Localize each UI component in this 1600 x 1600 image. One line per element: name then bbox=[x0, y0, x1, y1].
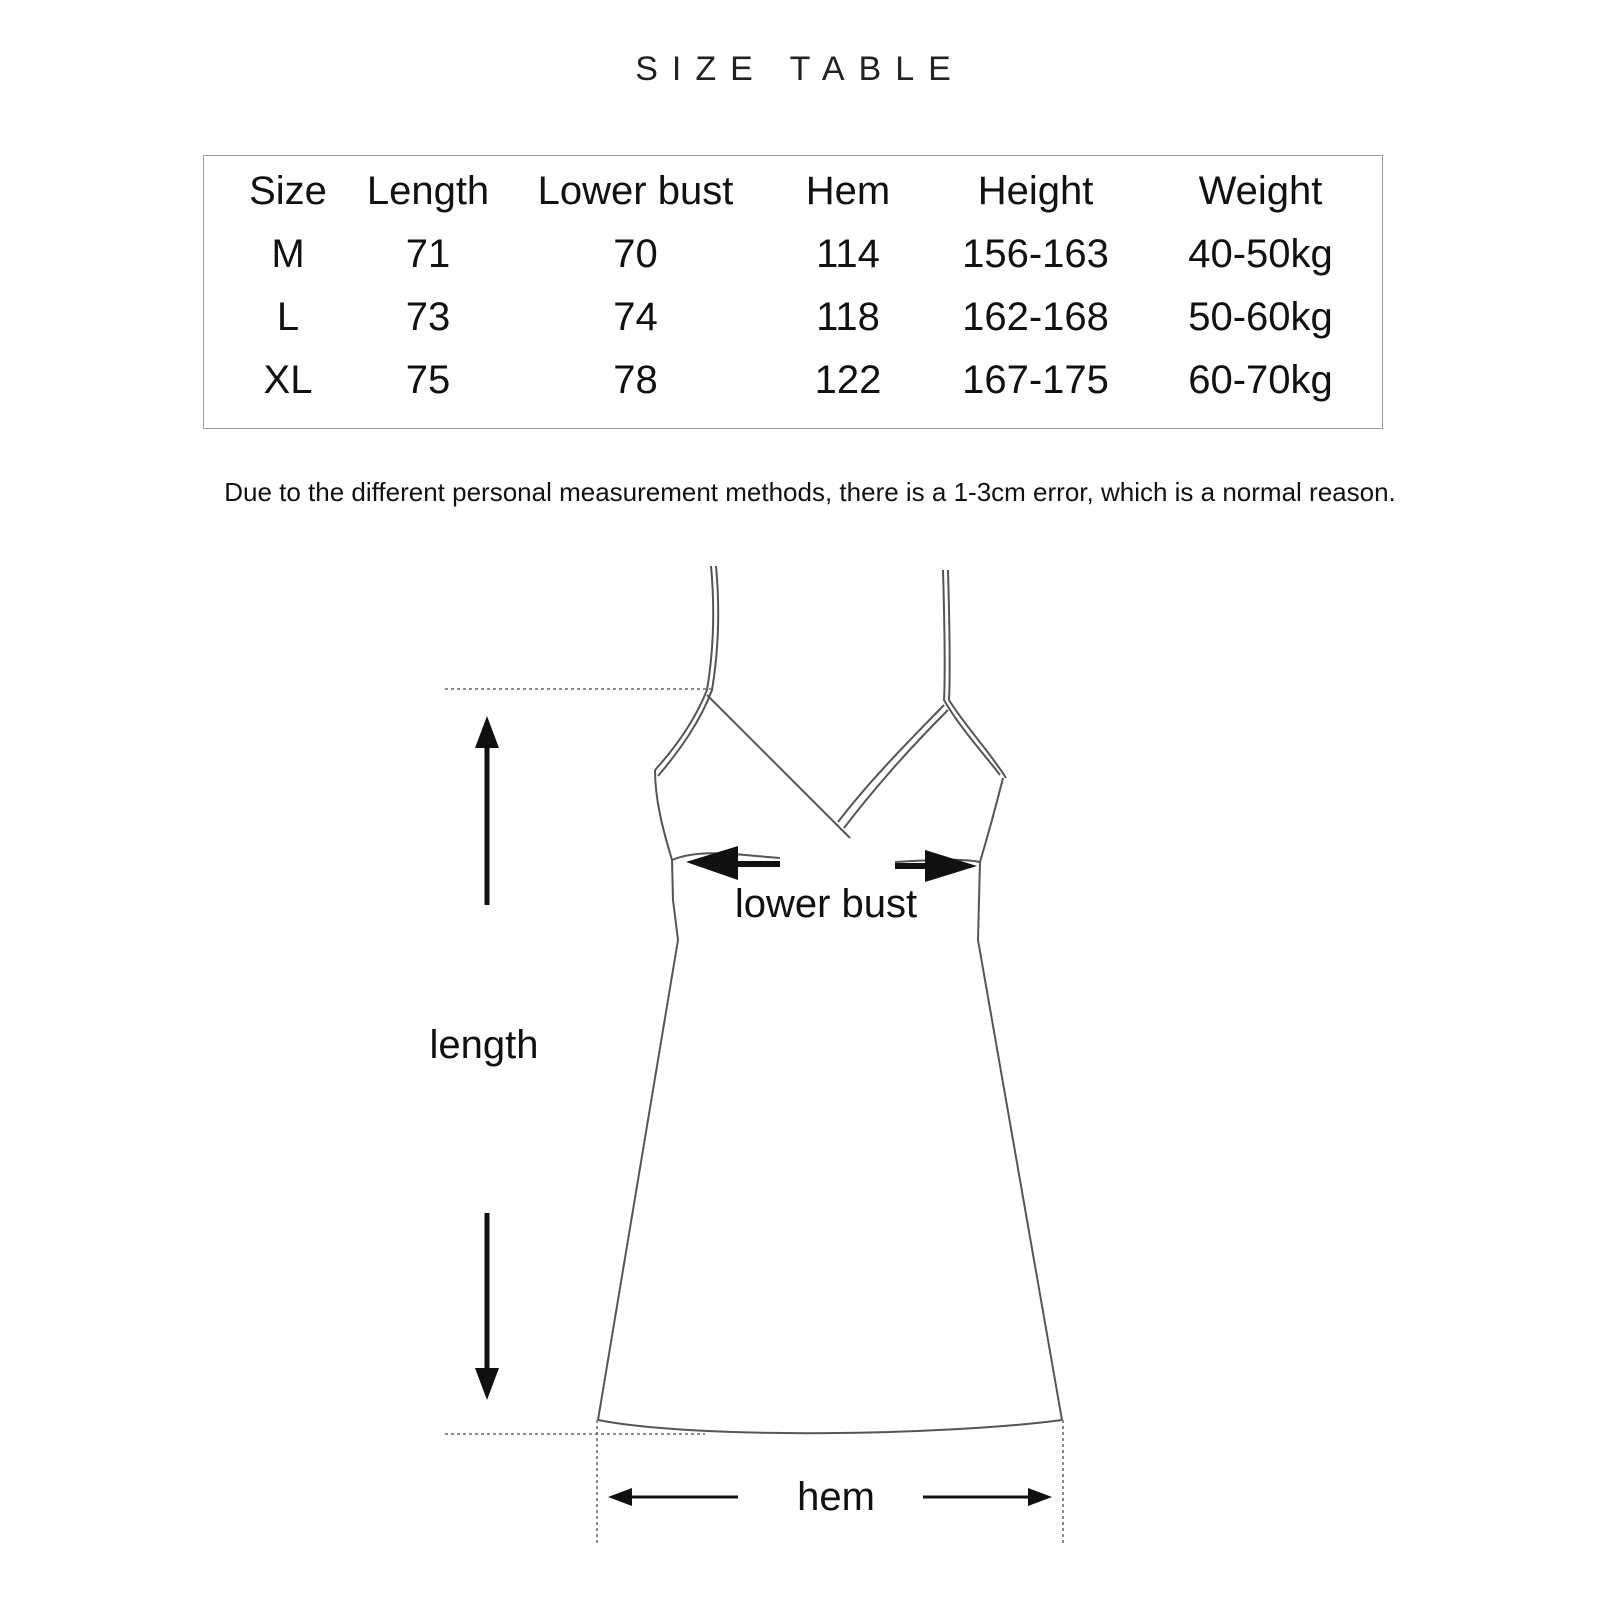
cell-weight: 50-60kg bbox=[1188, 295, 1333, 339]
cell-hem: 114 bbox=[816, 232, 880, 276]
length-label: length bbox=[429, 1023, 539, 1067]
cell-size: M bbox=[271, 232, 305, 276]
cell-length: 73 bbox=[405, 295, 451, 339]
cell-weight: 40-50kg bbox=[1188, 232, 1333, 276]
measurement-note: Due to the different personal measurement methods, there is a 1-3cm error, which is a normal reason. bbox=[224, 477, 1396, 507]
hem-arrow-right bbox=[923, 1488, 1052, 1506]
header-lower-bust: Lower bust bbox=[537, 169, 734, 213]
cell-weight: 60-70kg bbox=[1188, 358, 1333, 402]
cell-lower-bust: 70 bbox=[613, 232, 658, 276]
header-weight: Weight bbox=[1198, 169, 1323, 213]
cell-height: 162-168 bbox=[962, 295, 1109, 339]
cell-lower-bust: 74 bbox=[613, 295, 658, 339]
guide-lines bbox=[445, 689, 1063, 1545]
cell-lower-bust: 78 bbox=[613, 358, 658, 402]
cell-hem: 118 bbox=[816, 295, 880, 339]
cell-length: 71 bbox=[405, 232, 451, 276]
length-arrow-up bbox=[475, 716, 499, 905]
size-table-title: SIZE TABLE bbox=[635, 50, 965, 88]
header-height: Height bbox=[977, 169, 1094, 213]
hem-label: hem bbox=[797, 1475, 875, 1519]
cell-size: XL bbox=[263, 358, 313, 402]
cell-height: 156-163 bbox=[962, 232, 1109, 276]
cell-size: L bbox=[276, 295, 300, 339]
hem-arrow-left bbox=[608, 1488, 738, 1506]
cell-height: 167-175 bbox=[962, 358, 1109, 402]
lower-bust-arrow-right bbox=[895, 850, 977, 882]
lower-bust-arrow-left bbox=[686, 846, 780, 880]
header-hem: Hem bbox=[805, 169, 891, 213]
dress-outline bbox=[598, 566, 1062, 1433]
cell-length: 75 bbox=[405, 358, 451, 402]
length-arrow-down bbox=[475, 1213, 499, 1400]
cell-hem: 122 bbox=[814, 358, 882, 402]
header-length: Length bbox=[366, 169, 490, 213]
header-size: Size bbox=[249, 169, 327, 213]
lower-bust-label: lower bust bbox=[734, 882, 918, 926]
